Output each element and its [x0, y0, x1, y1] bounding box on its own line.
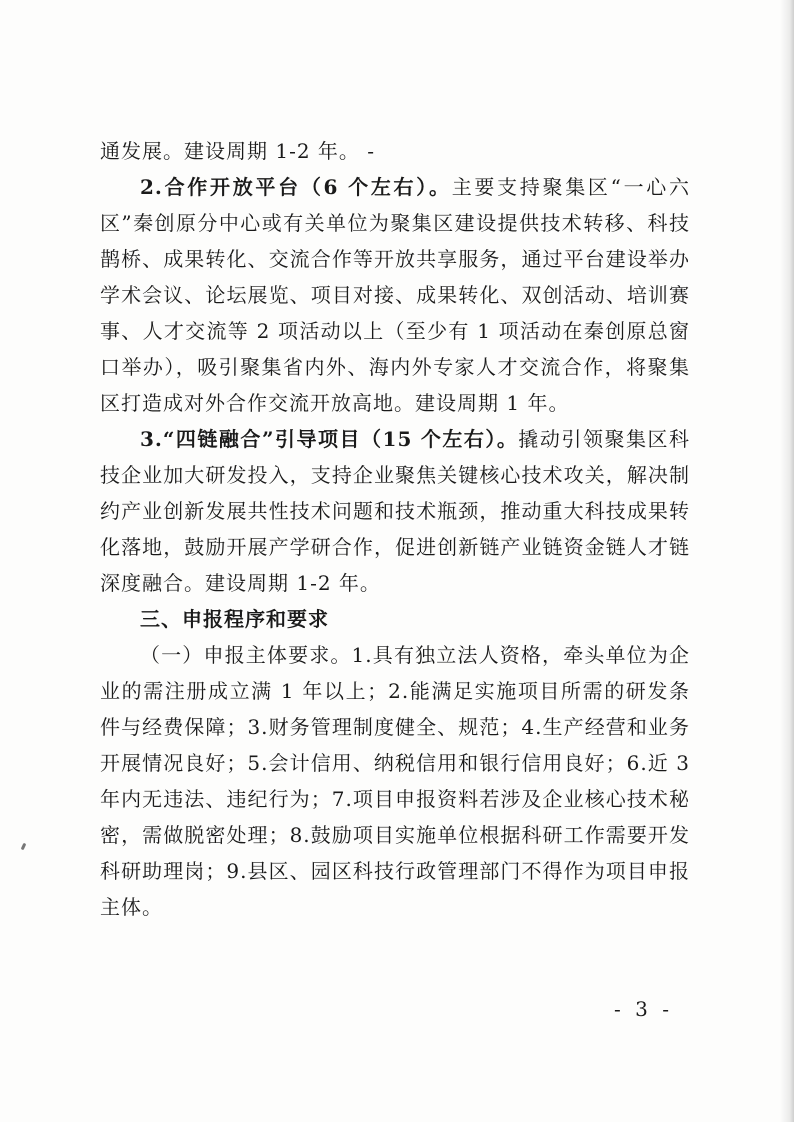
paragraph-text: 通发展。建设周期 1-2 年。 -	[100, 139, 376, 163]
paragraph-item-2	[100, 169, 690, 421]
section-heading	[100, 601, 690, 637]
item-lead: 3.“四链融合”引导项目（15 个左右）。	[140, 427, 519, 451]
paragraph-item-3	[100, 421, 690, 601]
item-lead: 2.合作开放平台（6 个左右）。	[140, 175, 452, 199]
paragraph-requirements	[100, 637, 690, 925]
scan-edge-shadow	[780, 0, 794, 1122]
body-text	[100, 133, 690, 925]
item-text: 主要支持聚集区“一心六区”秦创原分中心或有关单位为聚集区建设提供技术转移、科技鹊桥、成果转化、交流合作等开放共享服务，通过平台建设举办学术会议、论坛展览、项目对接、成果转化、双创活动、培训赛事、人才交流等 2 项活动以上（至少有 1 项活动在秦创原总窗口举办），吸引聚集省内外、海内外专家人才交流合作，将聚集区打造成对外合作交流开放高地。建设周期 1 年。	[100, 175, 690, 415]
page-number: - 3 -	[614, 997, 673, 1021]
paragraph-continuation	[100, 133, 690, 169]
section-heading-text: 三、申报程序和要求	[140, 607, 329, 631]
scan-speck	[21, 843, 27, 851]
paragraph-text: （一）申报主体要求。1.具有独立法人资格，牵头单位为企业的需注册成立满 1 年以上；2.能满足实施项目所需的研发条件与经费保障；3.财务管理制度健全、规范；4.生产经营和业务开展情况良好；5.会计信用、纳税信用和银行信用良好；6.近 3 年内无违法、违纪行为；7.项目申报资料若涉及企业核心技术秘密，需做脱密处理；8.鼓励项目实施单位根据科研工作需要开发科研助理岗；9.县区、园区科技行政管理部门不得作为项目申报主体。	[100, 643, 690, 919]
item-text: 撬动引领聚集区科技企业加大研发投入，支持企业聚焦关键核心技术攻关，解决制约产业创新发展共性技术问题和技术瓶颈，推动重大科技成果转化落地，鼓励开展产学研合作，促进创新链产业链资金链人才链深度融合。建设周期 1-2 年。	[100, 427, 690, 595]
